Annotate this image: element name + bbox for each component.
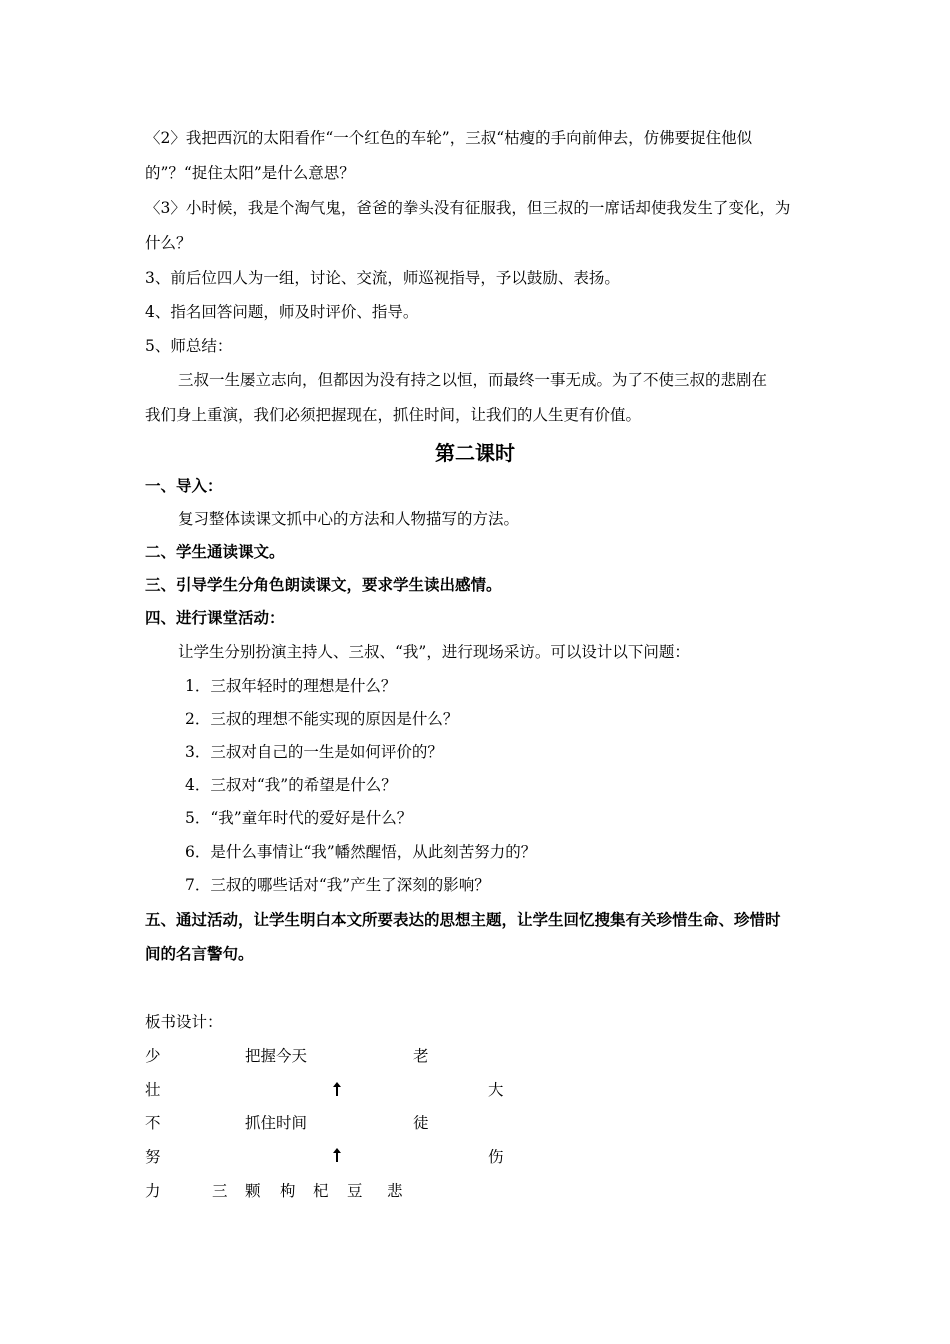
board-mid-mid: 抓住时间	[245, 1114, 308, 1132]
board-left-char: 不	[145, 1114, 161, 1132]
step-5: 5、师总结：	[145, 337, 233, 355]
board-mid-top: 把握今天	[245, 1047, 308, 1065]
board-label: 板书设计：	[145, 1013, 223, 1031]
board-left-char: 力	[145, 1182, 161, 1200]
up-arrow-icon	[331, 1148, 343, 1162]
board-right-char: 大	[488, 1081, 504, 1099]
section-3-heading: 三、引导学生分角色朗读课文，要求学生读出感情。	[145, 576, 502, 594]
board-bottom-char: 悲	[387, 1182, 403, 1200]
section-5-line-2: 间的名言警句。	[145, 945, 254, 963]
question-2-line-1: 〈2〉我把西沉的太阳看作“一个红色的车轮”，三叔“枯瘦的手向前伸去，仿佛要捉住他似	[145, 129, 753, 147]
board-right-char: 伤	[488, 1148, 504, 1166]
section-4-text: 让学生分别扮演主持人、三叔、“我”，进行现场采访。可以设计以下问题：	[178, 643, 690, 661]
question-3-line-1: 〈3〉小时候，我是个淘气鬼，爸爸的拳头没有征服我，但三叔的一席话却使我发生了变化，为	[145, 199, 791, 217]
board-right-char: 老	[413, 1047, 429, 1065]
section-5-line-1: 五、通过活动，让学生明白本文所要表达的思想主题，让学生回忆搜集有关珍惜生命、珍惜时	[145, 911, 781, 929]
question-item: 4．三叔对“我”的希望是什么？	[185, 776, 397, 794]
question-item: 1．三叔年轻时的理想是什么？	[185, 677, 397, 695]
board-bottom-char: 豆	[347, 1182, 363, 1200]
board-right-char: 徒	[413, 1114, 429, 1132]
question-item: 5．“我”童年时代的爱好是什么？	[185, 809, 413, 827]
board-left-char: 努	[145, 1148, 161, 1166]
board-bottom-char: 三	[212, 1182, 228, 1200]
step-3: 3、前后位四人为一组，讨论、交流，师巡视指导，予以鼓励、表扬。	[145, 269, 620, 287]
section-1-text: 复习整体读课文抓中心的方法和人物描写的方法。	[178, 510, 520, 528]
section-4-heading: 四、进行课堂活动：	[145, 609, 285, 627]
section-1-heading: 一、导入：	[145, 477, 223, 495]
question-item: 2．三叔的理想不能实现的原因是什么？	[185, 710, 459, 728]
question-item: 7．三叔的哪些话对“我”产生了深刻的影响？	[185, 876, 490, 894]
step-4: 4、指名回答问题，师及时评价、指导。	[145, 303, 419, 321]
board-bottom-char: 颗	[245, 1182, 261, 1200]
section-title: 第二课时	[435, 441, 515, 465]
question-item: 3．三叔对自己的一生是如何评价的？	[185, 743, 443, 761]
board-left-char: 壮	[145, 1081, 161, 1099]
section-2-heading: 二、学生通读课文。	[145, 543, 285, 561]
question-3-line-2: 什么？	[145, 234, 192, 252]
question-item: 6．是什么事情让“我”幡然醒悟，从此刻苦努力的？	[185, 843, 537, 861]
board-bottom-char: 枸	[280, 1182, 296, 1200]
board-left-char: 少	[145, 1047, 161, 1065]
up-arrow-icon	[331, 1082, 343, 1096]
summary-line-2: 我们身上重演，我们必须把握现在，抓住时间，让我们的人生更有价值。	[145, 406, 642, 424]
question-2-line-2: 的”？“捉住太阳”是什么意思？	[145, 164, 355, 182]
board-bottom-char: 杞	[313, 1182, 329, 1200]
summary-line-1: 三叔一生屡立志向，但都因为没有持之以恒，而最终一事无成。为了不使三叔的悲剧在	[178, 371, 768, 389]
